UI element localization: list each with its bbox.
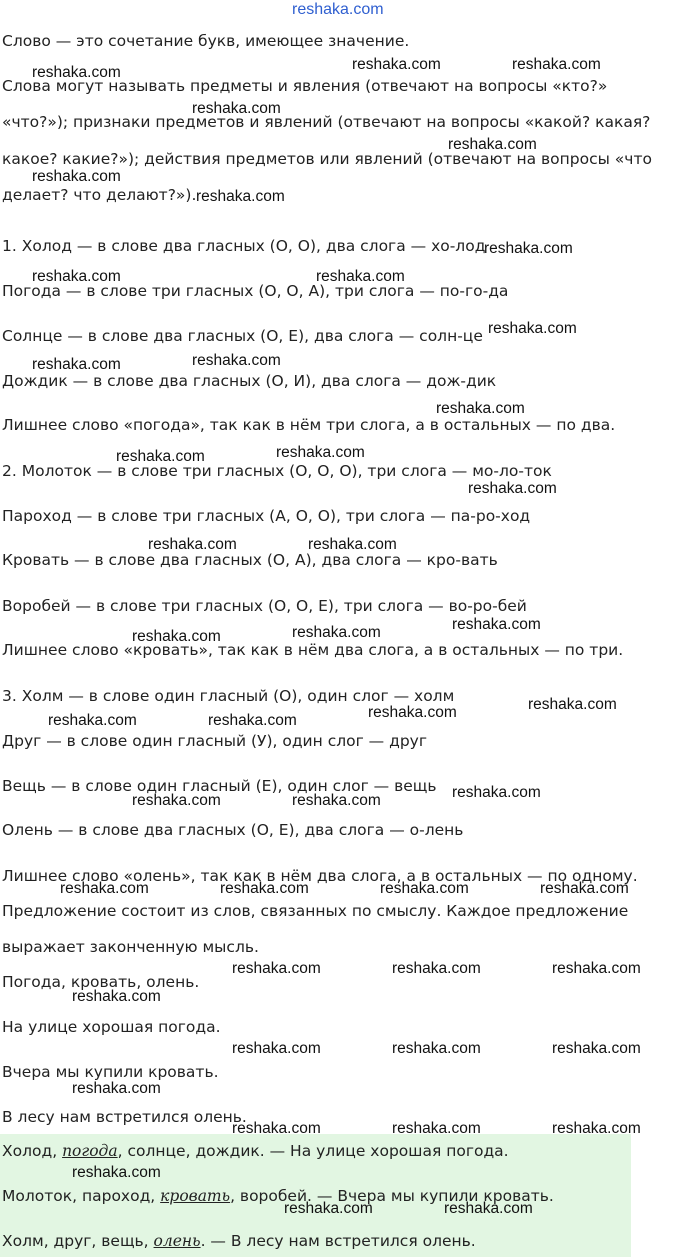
item-drug: Друг — в слове один гласный (У), один слог — друг bbox=[2, 732, 427, 750]
syllables-pogoda: по-го-да bbox=[439, 282, 509, 300]
watermark: reshaka.com bbox=[148, 536, 237, 553]
watermark: reshaka.com bbox=[232, 1120, 321, 1137]
watermark: reshaka.com bbox=[232, 1040, 321, 1057]
watermark: reshaka.com bbox=[32, 268, 121, 285]
watermark: reshaka.com bbox=[392, 960, 481, 977]
watermark: reshaka.com bbox=[452, 784, 541, 801]
watermark: reshaka.com bbox=[552, 1120, 641, 1137]
answer-row-1: Холод, погода, солнце, дождик. — На улице хорошая погода. bbox=[2, 1142, 509, 1160]
syllables-molotok: мо-ло-ток bbox=[472, 462, 552, 480]
sentence-definition-1: Предложение состоит из слов, связанных по смыслу. Каждое предложение bbox=[2, 902, 629, 920]
syllables-krovat: кро-вать bbox=[426, 551, 498, 569]
watermark: reshaka.com bbox=[32, 168, 121, 185]
item-vorobey: Воробей — в слове три гласных (О, О, Е), три слога — во-ро-бей bbox=[2, 597, 527, 615]
answer-word-olen: олень bbox=[153, 1232, 201, 1250]
watermark: reshaka.com bbox=[380, 880, 469, 897]
watermark: reshaka.com bbox=[132, 792, 221, 809]
watermark: reshaka.com bbox=[392, 1120, 481, 1137]
item-molotok: 2. Молоток — в слове три гласных (О, О, О), три слога — мо-ло-ток bbox=[2, 462, 552, 480]
watermark: reshaka.com bbox=[116, 448, 205, 465]
item-vesch: Вещь — в слове один гласный (Е), один слог — вещь bbox=[2, 777, 437, 795]
watermark: reshaka.com bbox=[192, 352, 281, 369]
watermark: reshaka.com bbox=[352, 56, 441, 73]
item-parohod: Пароход — в слове три гласных (А, О, О), три слога — па-ро-ход bbox=[2, 507, 531, 525]
syllables-holod: хо-лод bbox=[431, 237, 486, 255]
watermark: reshaka.com bbox=[292, 792, 381, 809]
watermark: reshaka.com bbox=[488, 320, 577, 337]
watermark: reshaka.com bbox=[220, 880, 309, 897]
watermark: reshaka.com bbox=[72, 1164, 161, 1181]
syllables-drug: друг bbox=[389, 732, 427, 750]
definition-line-3: какое? какие?»); действия предметов или явлений (отвечают на вопросы «что bbox=[2, 150, 652, 168]
watermark: reshaka.com bbox=[72, 1080, 161, 1097]
watermark: reshaka.com bbox=[292, 624, 381, 641]
item-krovat: Кровать — в слове два гласных (О, А), два слога — кро-вать bbox=[2, 551, 498, 569]
watermark: reshaka.com bbox=[308, 536, 397, 553]
watermark: reshaka.com bbox=[468, 480, 557, 497]
watermark: reshaka.com bbox=[196, 188, 285, 205]
watermark: reshaka.com bbox=[512, 56, 601, 73]
item-holm: 3. Холм — в слове один гласный (О), один слог — холм bbox=[2, 687, 455, 705]
watermark: reshaka.com bbox=[60, 880, 149, 897]
syllables-olen: о-лень bbox=[409, 821, 464, 839]
conclusion-2: Лишнее слово «кровать», так как в нём два слога, а в остальных — по три. bbox=[2, 641, 624, 659]
item-dozhdik: Дождик — в слове два гласных (О, И), два слога — дож-дик bbox=[2, 372, 497, 390]
watermark: reshaka.com bbox=[32, 64, 121, 81]
item-solnce: Солнце — в слове два гласных (О, Е), два слога — солн-це bbox=[2, 327, 483, 345]
watermark: reshaka.com bbox=[208, 712, 297, 729]
watermark: reshaka.com bbox=[392, 1040, 481, 1057]
conclusion-3: Лишнее слово «олень», так как в нём два слога, а в остальных — по одному. bbox=[2, 867, 638, 885]
site-watermark-top: reshaka.com bbox=[292, 1, 384, 18]
watermark: reshaka.com bbox=[436, 400, 525, 417]
definition-line-1: Слова могут называть предметы и явления (отвечают на вопросы «кто?» bbox=[2, 77, 608, 95]
watermark: reshaka.com bbox=[368, 704, 457, 721]
syllables-holm: холм bbox=[414, 687, 455, 705]
watermark: reshaka.com bbox=[132, 628, 221, 645]
definition-line-4: делает? что делают?»). bbox=[2, 186, 197, 204]
watermark: reshaka.com bbox=[276, 444, 365, 461]
item-olen: Олень — в слове два гласных (О, Е), два слога — о-лень bbox=[2, 821, 464, 839]
watermark: reshaka.com bbox=[72, 988, 161, 1005]
watermark: reshaka.com bbox=[448, 136, 537, 153]
definition-line-2: «что?»); признаки предметов и явлений (отвечают на вопросы «какой? какая? bbox=[2, 113, 651, 131]
watermark: reshaka.com bbox=[316, 268, 405, 285]
watermark: reshaka.com bbox=[452, 616, 541, 633]
watermark: reshaka.com bbox=[232, 960, 321, 977]
item-holod: 1. Холод — в слове два гласных (О, О), два слога — хо-лод bbox=[2, 237, 486, 255]
definition-word: Слово — это сочетание букв, имеющее значение. bbox=[2, 32, 410, 50]
sentence-definition-2: выражает законченную мысль. bbox=[2, 938, 259, 956]
syllables-vorobey: во-ро-бей bbox=[448, 597, 527, 615]
syllables-dozhdik: дож-дик bbox=[426, 372, 497, 390]
syllables-parohod: па-ро-ход bbox=[450, 507, 531, 525]
syllables-vesch: вещь bbox=[394, 777, 437, 795]
watermark: reshaka.com bbox=[528, 696, 617, 713]
syllables-solnce: солн-це bbox=[419, 327, 483, 345]
watermark: reshaka.com bbox=[484, 240, 573, 257]
sentence-3: В лесу нам встретился олень. bbox=[2, 1108, 247, 1126]
answer-word-krovat: кровать bbox=[160, 1187, 231, 1205]
watermark: reshaka.com bbox=[552, 960, 641, 977]
answer-row-3: Холм, друг, вещь, олень. — В лесу нам встретился олень. bbox=[2, 1232, 476, 1250]
watermark: reshaka.com bbox=[192, 100, 281, 117]
watermark: reshaka.com bbox=[284, 1200, 373, 1217]
watermark: reshaka.com bbox=[32, 356, 121, 373]
answer-word-pogoda: погода bbox=[62, 1142, 118, 1160]
conclusion-1: Лишнее слово «погода», так как в нём три слога, а в остальных — по два. bbox=[2, 416, 616, 434]
watermark: reshaka.com bbox=[540, 880, 629, 897]
answer-row-2: Молоток, пароход, кровать, воробей. — Вчера мы купили кровать. bbox=[2, 1187, 554, 1205]
sentence-1: На улице хорошая погода. bbox=[2, 1018, 221, 1036]
odd-words: Погода, кровать, олень. bbox=[2, 973, 200, 991]
watermark: reshaka.com bbox=[444, 1200, 533, 1217]
item-pogoda: Погода — в слове три гласных (О, О, А), три слога — по-го-да bbox=[2, 282, 509, 300]
watermark: reshaka.com bbox=[552, 1040, 641, 1057]
watermark: reshaka.com bbox=[48, 712, 137, 729]
sentence-2: Вчера мы купили кровать. bbox=[2, 1063, 219, 1081]
